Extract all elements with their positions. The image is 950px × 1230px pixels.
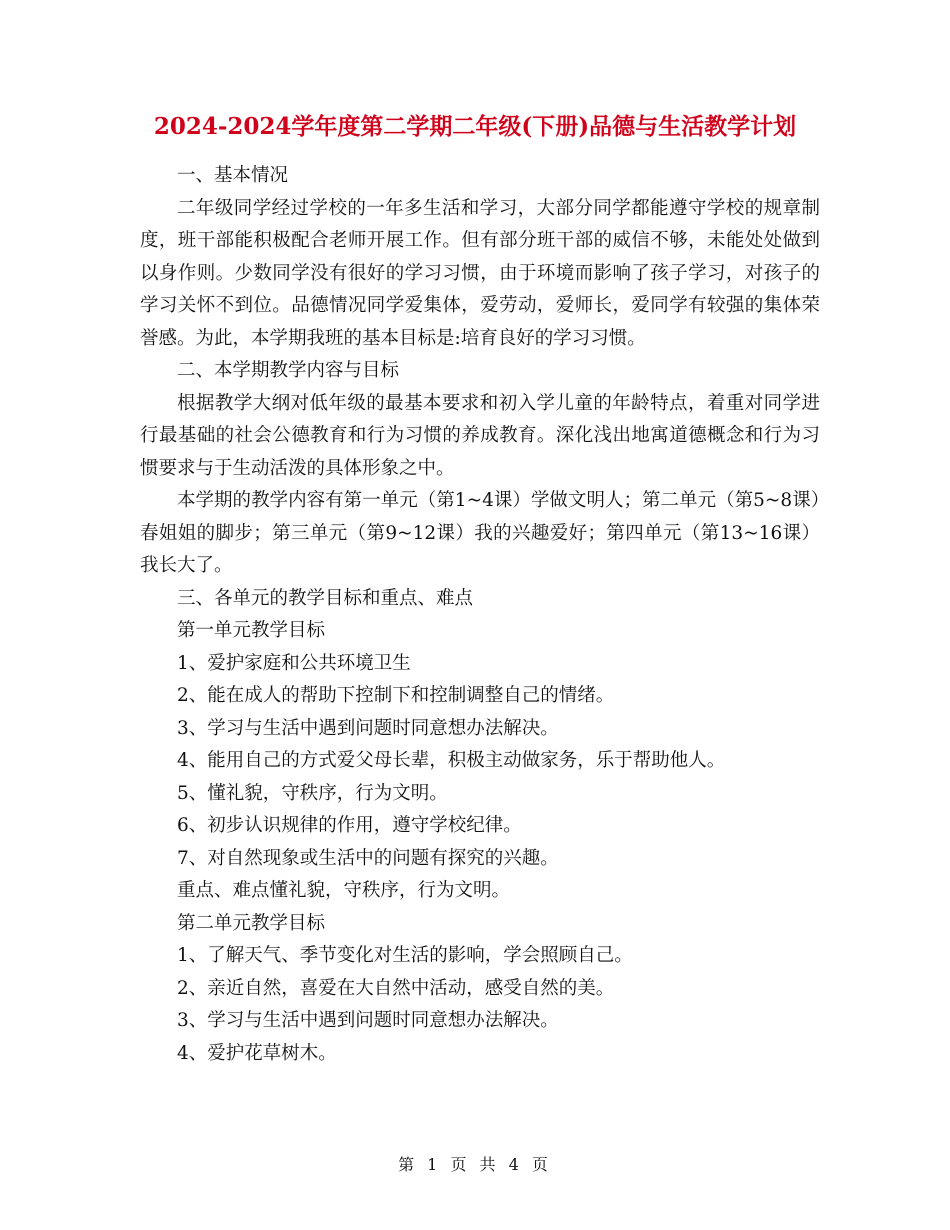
paragraph-basic-situation: 二年级同学经过学校的一年多生活和学习，大部分同学都能遵守学校的规章制度，班干部能积极配合老师开展工作。但有部分班干部的威信不够，未能处处做到以身作则。少数同学没有很好的学习习惯，由于环境而影响了孩子学习，对孩子的学习关怀不到位。品德情况同学爱集体，爱劳动，爱师长，爱同学有较强的集体荣誉感。为此，本学期我班的基本目标是:培育良好的学习习惯。 [140,197,820,349]
list-item: 4、能用自己的方式爱父母长辈，积极主动做家务，乐于帮助他人。 [177,750,726,771]
list-item: 2、亲近自然，喜爱在大自然中活动，感受自然的美。 [177,977,615,999]
list-item: 5、懂礼貌，守秩序，行为文明。 [177,782,448,804]
list-item: 3、学习与生活中遇到问题时同意想办法解决。 [177,1010,559,1031]
section-heading-2: 二、本学期教学内容与目标 [177,360,400,381]
page-footer: 第 1 页 共 4 页 [398,1155,552,1174]
section-heading-3: 三、各单元的教学目标和重点、难点 [177,587,474,609]
list-item: 7、对自然现象或生活中的问题有探究的兴趣。 [177,847,559,869]
list-item: 6、初步认识规律的作用，遵守学校纪律。 [177,815,522,836]
unit-2-heading: 第二单元教学目标 [177,912,326,934]
list-item: 4、爱护花草树木。 [177,1042,337,1064]
document-title: 2024-2024学年度第二学期二年级(下册)品德与生活教学计划 [153,113,797,140]
document-body [140,160,820,1070]
unit-1-heading: 第一单元教学目标 [177,620,326,641]
list-item: 1、爱护家庭和公共环境卫生 [177,652,411,674]
list-item: 1、了解天气、季节变化对生活的影响，学会照顾自己。 [177,945,633,966]
list-item: 2、能在成人的帮助下控制下和控制调整自己的情绪。 [177,685,615,706]
section-heading-1: 一、基本情况 [177,165,289,186]
paragraph-teaching-content: 本学期的教学内容有第一单元（第1~4课）学做文明人；第二单元（第5~8课）春姐姐的脚步；第三单元（第9~12课）我的兴趣爱好；第四单元（第13~16课）我长大了。 [140,490,820,576]
unit-1-key-points: 重点、难点懂礼貌，守秩序，行为文明。 [177,880,511,901]
list-item: 3、学习与生活中遇到问题时同意想办法解决。 [177,717,559,739]
paragraph-teaching-goal: 根据教学大纲对低年级的最基本要求和初入学儿童的年龄特点，着重对同学进行最基础的社会公德教育和行为习惯的养成教育。深化浅出地寓道德概念和行为习惯要求与于生动活泼的具体形象之中。 [140,392,820,479]
